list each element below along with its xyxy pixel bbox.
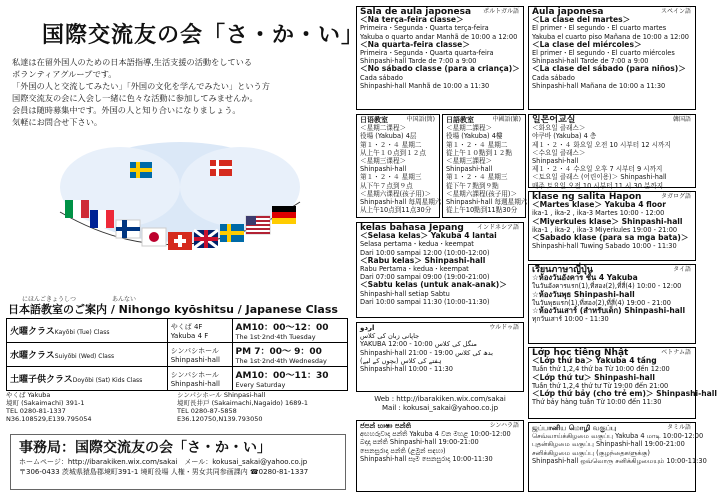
schedule-table <box>6 318 348 391</box>
intro-text <box>12 56 342 128</box>
office-address: 〒306-0433 茨城県猿島郡境町391-1 境町役場 人権・男女共同参画課内 ☎0280-81-1337 <box>19 468 309 476</box>
language-tag: ベトナム語 <box>661 349 691 356</box>
language-tag: タイ語 <box>673 266 691 273</box>
tagalog-box: klase ng salita Hapon タガログ語 ＜Martes klase＞ Yakuba 4 floor ika-1 , ika-2 , ika-3 Martes 10:00 - 12:00 ＜Miyerkules klase＞ Shinpashi-hall ika-1 , ika-2 , ika-3 Miyerkules 19:00 - 21:00 ＜Sabado klase (para sa mga bata)＞ Shinpashi-hall Tuwing Sabado 10:00 - 11:30 <box>528 191 696 261</box>
language-tag: スペイン語 <box>660 8 691 15</box>
box-title: 일본어교실 <box>532 115 576 125</box>
intro-line: 気軽にお問合せ下さい。 <box>12 117 103 127</box>
korean-box: 일본어교실 韓国語 ＜화요일 클래스＞ 야쿠바 (Yakuba) 4 층 제１・２・４ 화요일 오전 10 시부터 12 시까지 ＜수요일 클래스＞ Shinpashi-hall 제１・２・４ 수요일 오후 7 시부터 9 시까지 ＜토요일 클래스 (어린이용)＞ Shinpashi-hall 매주 토요일 오전 10 시부터 11 시 30 분까지 <box>528 114 696 188</box>
language-tag: ポルトガル語 <box>483 8 519 15</box>
class-place: シンパシホール Shinpashi-hall <box>167 367 232 391</box>
web-mail[interactable]: Mail : kokusai_sakai@yahoo.co.jp <box>381 404 499 412</box>
box-title: ஜப்பானிய மொழி வகுப்பு <box>532 424 617 432</box>
spanish-box: Aula japonesa スペイン語 ＜La clase del martes＞ El primer・El segundo・El cuarto martes Yakuba el cuarto piso Mañana de 10:00 a 12:00 ＜La clase del miércoles＞ El primer・El segundo・El cuarto miércoles Shinpashi-hall Tarde de 7:00 a 9:00 ＜La clase del sábado (para niños)＞ Cada sábado Shinpashi-hall Mañana de 10:00 a 11:30 <box>528 6 696 110</box>
web-url[interactable]: Web : http://ibarakiken.wix.com/sakai <box>374 395 506 403</box>
language-tag: シンハラ語 <box>489 422 519 429</box>
class-time: AM10：00～12：00 The 1st·2nd·4th Tuesday <box>232 319 347 343</box>
office-name: 事務局：国際交流友の会「さ・か・い」 <box>19 440 271 456</box>
chinese-simplified-box: 日语教室 中国語(簡) ＜星期二课程＞ 役場 (Yakuba) 4层 第１・２・４ 星期二 从上午１０点到１２点 ＜星期三课程＞ Shinpashi-hall 第１・２・４ 星期三 从下午７点到９点 ＜星期六课程(孩子用)＞ Shinpashi-hall 每周星期六 从上午10点到11点30分 <box>356 114 440 218</box>
address-yakuba: やくば Yakuba 境町 (Sakaimachi) 391-1 TEL 0280-81-1337 N36.108529,E139.795054 <box>6 391 92 423</box>
language-tag: タミル語 <box>666 424 691 431</box>
box-title: Aula japonesa <box>532 7 604 17</box>
language-tag: インドネシア語 <box>477 224 519 231</box>
class-name: 土曜子供クラスDoyōbi (Sat) Kids Class <box>7 367 168 391</box>
portuguese-box: Sala de aula japonesa ポルトガル語 ＜Na terça-feira classe＞ Primeira・Segunda・Quarta terça-feira Yakuba o quarto andar Manhã de 10:00 a 12:00 ＜Na quarta-feira classe＞ Primeira・Segunda・Quarta quarta-feira Shinpashi-hall Tarde de 7:00 a 9:00 ＜No sábado classe (para a criança)＞ Cada sábado Shinpashi-hall Manhã de 10:00 a 11:30 <box>356 6 524 110</box>
right-panel <box>356 0 717 497</box>
sinhala-box: ජපන් භාෂා පන්ති シンハラ語 අඟහරුවාදා පන්ති Yakuba 4 වන මහළ 10:00-12:00 බදාදා පන්ති Shinpashi-hall 19:00-21:00 සෙනසුරාදා පන්ති (ළමුන් සඳහා) Shinpashi-hall සෑම සෙනසුරාදා 10:00-11:30 <box>356 420 524 492</box>
tamil-box: ஜப்பானிய மொழி வகுப்பு タミル語 செவ்வாய்க்கிழமை வகுப்பு Yakuba 4 மாடி 10:00-12:00 புதன்கிழமை வகுப்பு Shinpashi-hall 19:00-21:00 சனிக்கிழமை வகுப்பு (குழந்தைகளுக்கு) Shinpashi-hall ஒவ்வொரு சனிக்கிழமையும் 10:00-11:30 <box>528 422 696 492</box>
box-title: Lớp học tiếng Nhật <box>532 348 629 358</box>
intro-line: 私達は在留外国人のための日本語指導,生活支援の活動をしている <box>12 57 253 67</box>
language-tag: 中国語(簡) <box>406 116 435 123</box>
class-place: やくば 4F Yakuba 4 F <box>167 319 232 343</box>
class-time: PM 7：00～ 9：00 The 1st·2nd·4th Wednesday <box>232 343 347 367</box>
address-shinpashi: シンパシホール Shinpasi-hall 境町長井戸 (Sakaimachi,Nagaido) 1689-1 TEL 0280-87-5858 E36.120750,N139.793050 <box>177 391 309 423</box>
language-tag: 韓国語 <box>672 116 691 123</box>
page-title: 国際交流友の会「さ・か・い」 <box>42 23 365 48</box>
intro-line: 会員は随時募集中です。外国の人と知り合いになりましょう。 <box>12 105 241 115</box>
indonesian-box: kelas bahasa Jepang インドネシア語 ＜Selasa kelas＞ Yakuba 4 lantai Selasa pertama・kedua・keempat Dari 10:00 sampai 12:00 (10:00-12:00) ＜Rabu kelas＞ Shinpashi-hall Rabu Pertama・kedua・keempat Dari 07:00 sampai 09:00 (19:00-21:00) ＜Sabtu kelas (untuk anak-anak)＞ Shinpashi-hall setiap Sabtu Dari 10:00 sampai 11:30 (10:00-11:30) <box>356 222 524 318</box>
thai-box: เรียนภาษาญี่ปุ่น タイ語 ☆ห้องวันอังคาร ชั้น 4 Yakuba ในวันอังคารแรก(1),ที่สอง(2),ที่สี่(4) 10:00 - 12:00 ☆ห้องวันพุธ Shinpashi-hall ในวันพุธแรก(1),ที่สอง(2),ที่สี่(4) 19:00 - 21:00 ☆ห้องวันเสาร์ (สำหรับเด็ก) Shinpashi-hall ทุกวันเสาร์ 10:00 - 11:30 <box>528 264 696 344</box>
vietnamese-box: Lớp học tiếng Nhật ベトナム語 ＜Lớp thứ ba＞ Yakuba 4 tầng Tuần thứ 1,2,4 thứ ba Từ 10:00 đến 12:00 ＜Lớp thứ tư＞ Shinpashi-hall Tuần thứ 1,2,4 thứ tư Từ 19:00 đến 21:00 ＜Lớp thứ bảy (cho trẻ em)＞ Shinpashi-hall Thứ bảy hàng tuần Từ 10:00 đến 11:30 <box>528 347 696 419</box>
office-homepage: ホームページ：http://ibarakiken.wix.com/sakai メール：kokusai_sakai@yahoo.co.jp <box>19 458 308 466</box>
class-name: 水曜クラスSuiyōbi (Wed) Class <box>7 343 168 367</box>
class-time: AM10：00～11：30 Every Saturday <box>232 367 347 391</box>
class-heading-text: 日本語教室のご案内 / Nihongo kyōshitsu / Japanese Class <box>8 303 338 316</box>
box-title: kelas bahasa Jepang <box>360 223 464 233</box>
box-title: اردو <box>360 324 375 332</box>
web-contact <box>356 395 524 415</box>
flags-illustration <box>50 132 310 292</box>
box-title: Sala de aula japonesa <box>360 7 472 17</box>
table-row <box>7 319 348 343</box>
language-tag: 中國語(繁) <box>492 116 521 123</box>
language-tag: タガログ語 <box>660 193 691 200</box>
intro-line: ボランティアグループです。 <box>12 69 117 79</box>
office-box <box>10 434 346 490</box>
table-row <box>7 343 348 367</box>
intro-line: 国際交流友の会に入会し一緒に色々な活動に参加してみませんか。 <box>12 93 258 103</box>
intro-line: 「外国の人と交流してみたい」「外国の文化を学んでみたい」という方 <box>12 81 270 91</box>
box-title: เรียนภาษาญี่ปุ่น <box>532 265 593 275</box>
box-title: 日语教室 <box>360 116 388 124</box>
chinese-traditional-box: 日語教室 中國語(繁) ＜星期二課程＞ 役場 (Yakuba) 4樓 第１・２・４ 星期二 從上午１０點到１２點 ＜星期三課程＞ Shinpashi-hall 第１・２・４ 星期三 從下午７點到９點 ＜星期六課程(孩子用)＞ Shinpashi-hall 每週星期六 從上午10點到11點30分 <box>442 114 526 218</box>
urdu-box: اردو ウルドゥ語 جاپانی زبان کی کلاس YAKUBA منگل کی کلاس 10:00 - 12:00 Shinpashi-hall بدھ کی کلاس 19:00 - 21:00 ہفتے کی کلاس (بچوں کے لیے) Shinpashi-hall 10:00 - 11:30 <box>356 322 524 392</box>
box-title: ජපන් භාෂා පන්ති <box>360 422 411 430</box>
address-block <box>6 391 348 431</box>
language-tag: ウルドゥ語 <box>489 324 519 331</box>
box-title: 日語教室 <box>446 116 474 124</box>
class-place: シンパシホール Shinpashi-hall <box>167 343 232 367</box>
table-row <box>7 367 348 391</box>
heading-ruby: にほんごきょうしつ あんない <box>22 296 137 303</box>
box-title: klase ng salita Hapon <box>532 192 642 202</box>
class-name: 火曜クラスKayōbi (Tue) Class <box>7 319 168 343</box>
